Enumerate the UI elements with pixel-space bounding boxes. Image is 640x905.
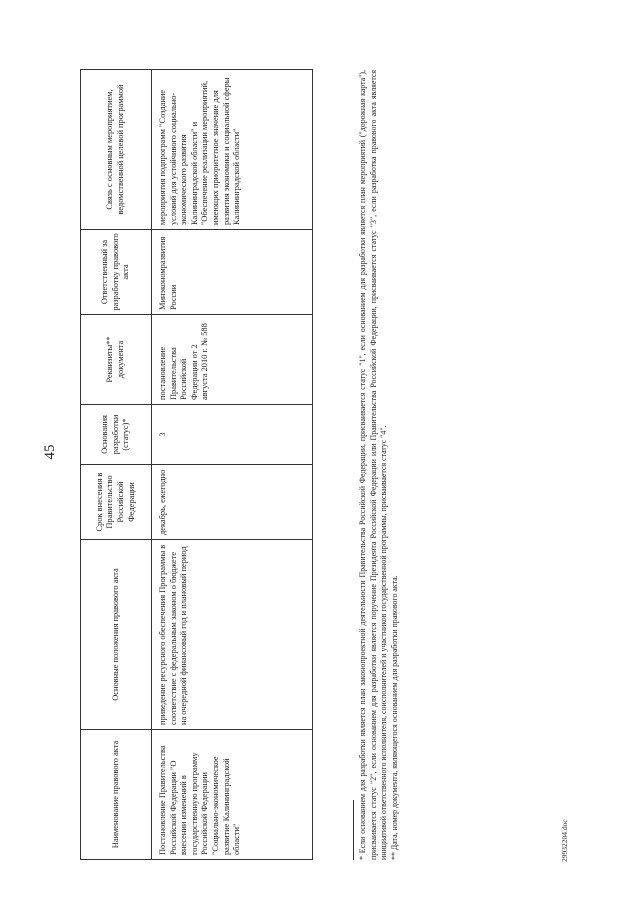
footnote-divider: [353, 800, 354, 860]
rotated-content: [40, 32, 600, 872]
header-responsible: Ответственный за разработку правового акта: [81, 230, 152, 315]
legal-acts-table: [80, 69, 313, 860]
header-program-link: Связь с основным мероприятием, ведомственной целевой программой: [81, 70, 152, 230]
document-id: 29932204.doc: [560, 819, 569, 862]
footnote-requisites: ** Дата, номер документа, являющегося основанием для разработки правового акта.: [389, 575, 399, 860]
header-deadline: Срок внесения в Правительство Российской Федерации: [81, 465, 152, 540]
header-main-provisions: Основные положения правового акта: [81, 540, 152, 730]
cell-act-name: Постановление Правительства Российской Федерации "О внесении изменений в государственную программу Российской Федерации "Социально-экономическое развитие Калининградской области": [152, 730, 313, 860]
cell-deadline: декабрь, ежегодно: [152, 465, 313, 540]
footnote-status: * Если основанием для разработки является план законопроектной деятельности Правительства Российской Федерации, присваивается статус "1", если основанием для разработки является план мероприятий ("дорожная карта"), присваивается статус "2", если основанием для разработки является поручение Президента Российской Федерации или Правительства Российской Федерации, присваивается статус "3", если разработка правового акта является инициативой ответственного исполнителя, соисполнителей и участников государственной программы, присваивается статус "4".: [358, 70, 389, 860]
cell-responsible: Минэкономразвития России: [152, 230, 313, 315]
cell-main-provisions: приведение ресурсного обеспечения Программы в соответствие с федеральным законом о бюджете на очередной финансовый год и плановый период: [152, 540, 313, 730]
footnotes: [358, 70, 400, 860]
header-requisites: Реквизиты** документа: [81, 315, 152, 405]
table-row: [152, 70, 313, 860]
cell-status: 3: [152, 405, 313, 465]
page-number: 45: [42, 444, 58, 460]
cell-requisites: постановление Правительства Российской Федерации от 2 августа 2010 г. № 588: [152, 315, 313, 405]
table-header-row: [81, 70, 152, 860]
header-act-name: Наименование правового акта: [81, 730, 152, 860]
cell-program-link: мероприятия подпрограмм "Создание условий для устойчивого социально-экономического развития Калининградской области" и "Обеспечение реализации мероприятий, имеющих приоритетное значение для развития экономики и социальной сферы Калининградской области": [152, 70, 313, 230]
header-status: Основания разработки (статус)*: [81, 405, 152, 465]
